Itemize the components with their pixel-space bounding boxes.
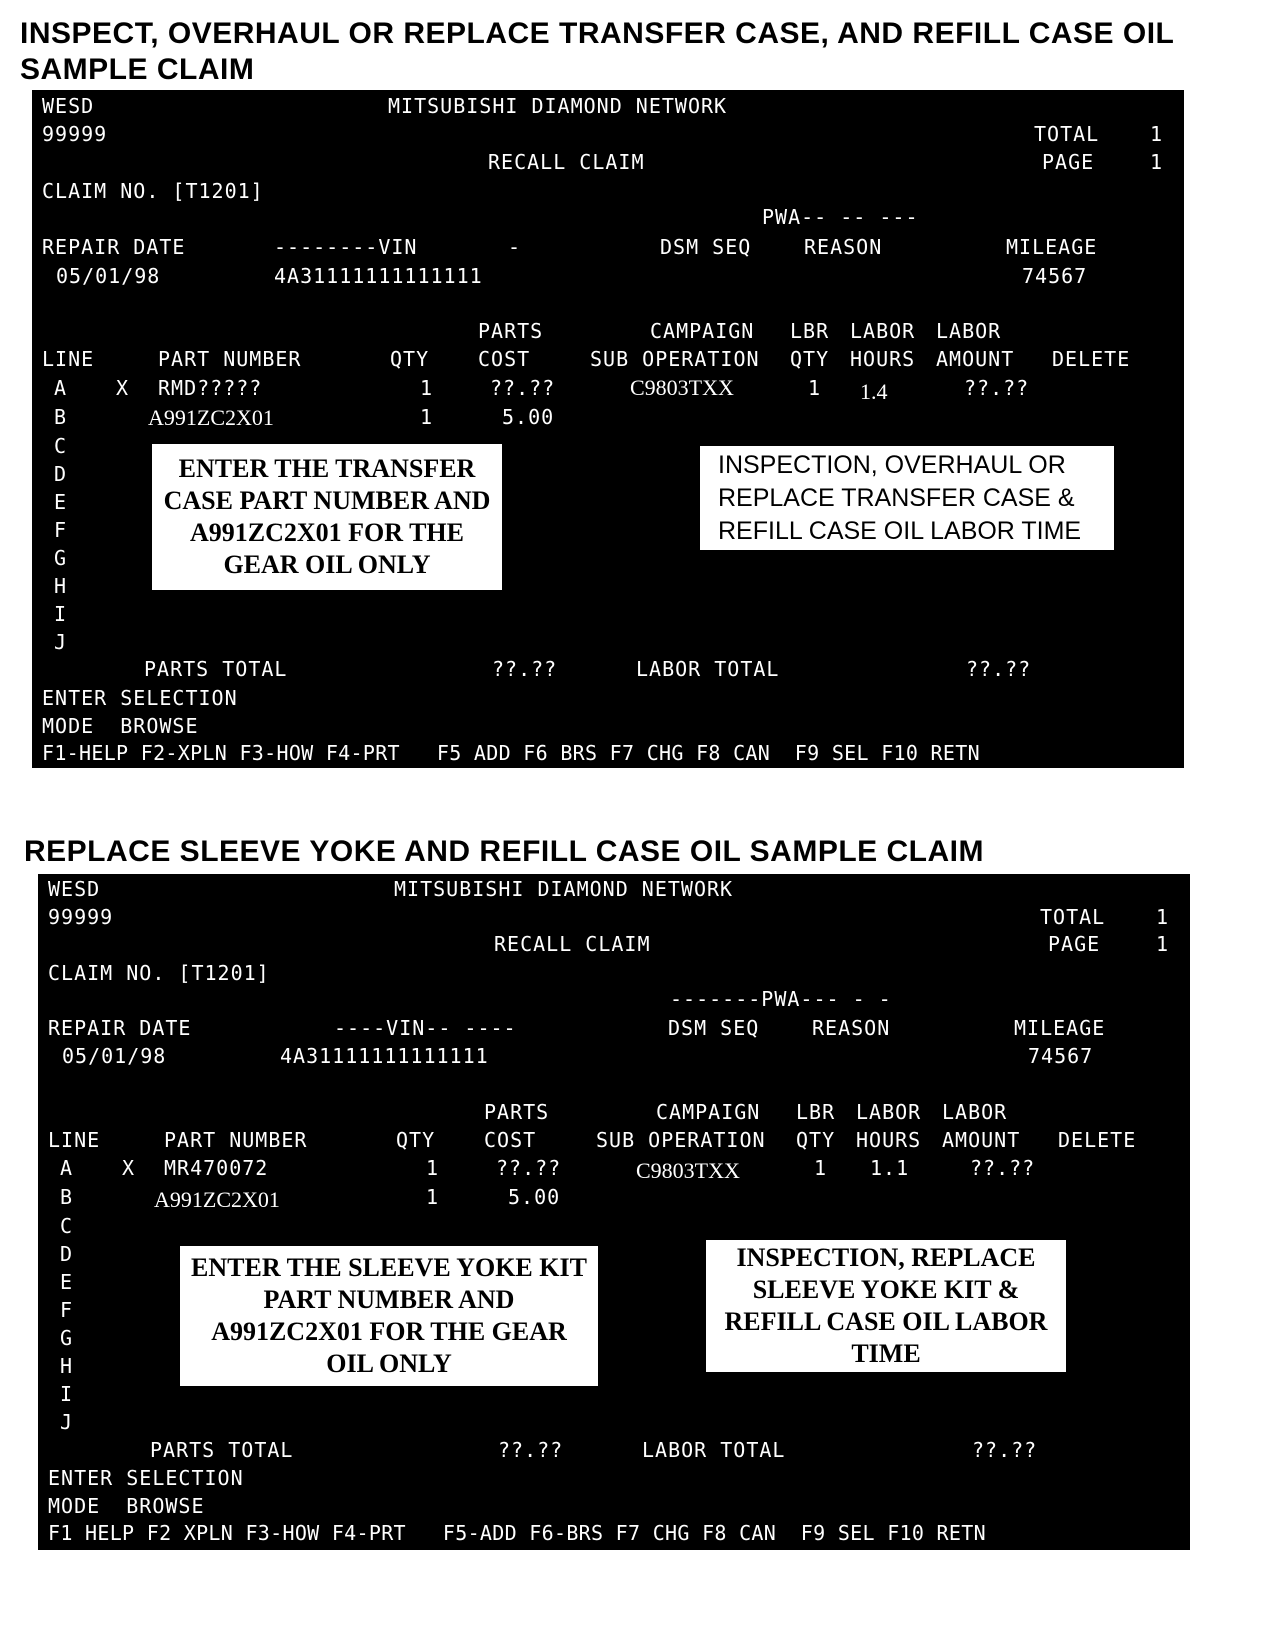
callout-line: INSPECTION, REPLACE xyxy=(736,1243,1036,1272)
row-line-g: G xyxy=(54,546,68,570)
app-title: MITSUBISHI DIAMOND NETWORK xyxy=(388,94,728,118)
labor-total-value: ??.?? xyxy=(972,1438,1038,1462)
row-a-labor-qty[interactable]: 1 xyxy=(808,376,822,400)
screen-name: RECALL CLAIM xyxy=(494,932,651,956)
header-reason: REASON xyxy=(804,235,883,259)
total-value: 1 xyxy=(1150,122,1164,146)
row-a-line: A xyxy=(60,1156,74,1180)
page-value: 1 xyxy=(1156,932,1170,956)
col-parts: PARTS xyxy=(478,319,544,343)
page-value: 1 xyxy=(1150,150,1164,174)
header-dsm-seq: DSM SEQ xyxy=(668,1016,760,1040)
col-lbr: LBR xyxy=(790,319,830,343)
callout-line: REFILL CASE OIL LABOR TIME xyxy=(718,516,1082,545)
system-id: WESD xyxy=(48,877,101,901)
function-key-bar[interactable]: F1-HELP F2-XPLN F3-HOW F4-PRT F5 ADD F6 BRS F7 CHG F8 CAN F9 SEL F10 RETN xyxy=(42,741,980,765)
mode-indicator: MODE BROWSE xyxy=(48,1494,205,1518)
col-campaign: CAMPAIGN xyxy=(650,319,755,343)
col-qty: QTY xyxy=(396,1128,436,1152)
col-lbr: LBR xyxy=(796,1100,836,1124)
row-a-sub-operation[interactable]: C9803TXX xyxy=(630,375,734,400)
header-repair-date: REPAIR DATE xyxy=(42,235,186,259)
page-label: PAGE xyxy=(1042,150,1095,174)
callout-line: REFILL CASE OIL LABOR xyxy=(724,1307,1048,1336)
callout-part-number-note xyxy=(180,1246,598,1386)
header-vin-dash: - xyxy=(508,235,522,259)
row-a-cost: ??.?? xyxy=(496,1156,562,1180)
row-b-part-number[interactable]: A991ZC2X01 xyxy=(154,1187,280,1212)
col-hours: HOURS xyxy=(856,1128,922,1152)
repair-date: 05/01/98 xyxy=(56,264,161,288)
row-line-c: C xyxy=(60,1214,74,1238)
terminal-screen-2 xyxy=(38,874,1190,1550)
col-part-number: PART NUMBER xyxy=(158,347,302,371)
col-line: LINE xyxy=(42,347,95,371)
parts-total-label: PARTS TOTAL xyxy=(150,1438,294,1462)
row-line-i: I xyxy=(54,602,68,626)
enter-selection-prompt[interactable]: ENTER SELECTION xyxy=(42,686,238,710)
col-labor-hours: LABOR xyxy=(850,319,916,343)
mileage-value: 74567 xyxy=(1028,1044,1094,1068)
header-vin: ----VIN-- ---- xyxy=(334,1016,517,1040)
col-amount: AMOUNT xyxy=(936,347,1015,371)
section1-title-line2: SAMPLE CLAIM xyxy=(20,53,255,86)
col-labor-hours: LABOR xyxy=(856,1100,922,1124)
row-line-i: I xyxy=(60,1382,74,1406)
col-qty: QTY xyxy=(390,347,430,371)
col-sub-operation: SUB OPERATION xyxy=(590,347,760,371)
row-line-h: H xyxy=(60,1354,74,1378)
section2-title: REPLACE SLEEVE YOKE AND REFILL CASE OIL SAMPLE CLAIM xyxy=(24,835,984,868)
callout-line: A991ZC2X01 FOR THE GEAR xyxy=(211,1317,567,1346)
vin-value: 4A31111111111111 xyxy=(274,264,483,288)
callout-labor-time-note xyxy=(700,446,1114,550)
header-vin: --------VIN xyxy=(274,235,418,259)
col-labor-amount: LABOR xyxy=(936,319,1002,343)
total-label: TOTAL xyxy=(1040,905,1106,929)
row-b-part-number[interactable]: A991ZC2X01 xyxy=(148,405,274,430)
row-a-part-number[interactable]: MR470072 xyxy=(164,1156,269,1180)
row-a-qty[interactable]: 1 xyxy=(426,1156,440,1180)
row-line-d: D xyxy=(54,462,68,486)
parts-total-value: ??.?? xyxy=(498,1438,564,1462)
parts-total-value: ??.?? xyxy=(492,657,558,681)
row-a-hours[interactable]: 1.1 xyxy=(870,1156,910,1180)
row-a-select-mark[interactable]: X xyxy=(122,1156,136,1180)
row-b-qty[interactable]: 1 xyxy=(420,405,434,429)
row-a-amount: ??.?? xyxy=(964,376,1030,400)
row-line-g: G xyxy=(60,1326,74,1350)
callout-part-number-note xyxy=(152,444,502,590)
header-dsm-seq: DSM SEQ xyxy=(660,235,752,259)
app-title: MITSUBISHI DIAMOND NETWORK xyxy=(394,877,734,901)
col-lbr-qty: QTY xyxy=(796,1128,836,1152)
enter-selection-prompt[interactable]: ENTER SELECTION xyxy=(48,1466,244,1490)
callout-line: CASE PART NUMBER AND xyxy=(163,486,491,515)
row-b-line: B xyxy=(60,1185,74,1209)
pwa-label: PWA-- -- --- xyxy=(762,205,919,229)
callout-line: PART NUMBER AND xyxy=(263,1285,515,1314)
mileage-value: 74567 xyxy=(1022,264,1088,288)
row-a-amount: ??.?? xyxy=(970,1156,1036,1180)
callout-line: TIME xyxy=(851,1339,921,1368)
row-a-labor-qty[interactable]: 1 xyxy=(814,1156,828,1180)
row-line-j: J xyxy=(60,1410,74,1434)
col-delete: DELETE xyxy=(1058,1128,1137,1152)
row-b-cost: 5.00 xyxy=(502,405,555,429)
repair-date: 05/01/98 xyxy=(62,1044,167,1068)
pwa-label: -------PWA--- - - xyxy=(670,987,892,1011)
col-amount: AMOUNT xyxy=(942,1128,1021,1152)
claim-number: CLAIM NO. [T1201] xyxy=(42,179,264,203)
callout-labor-time-note xyxy=(706,1240,1066,1372)
callout-line: A991ZC2X01 FOR THE xyxy=(189,518,464,547)
col-labor-amount: LABOR xyxy=(942,1100,1008,1124)
callout-line: INSPECTION, OVERHAUL OR xyxy=(718,450,1066,479)
row-a-part-number[interactable]: RMD????? xyxy=(158,376,263,400)
callout-line: GEAR OIL ONLY xyxy=(223,550,431,579)
callout-line: SLEEVE YOKE KIT & xyxy=(752,1275,1020,1304)
total-label: TOTAL xyxy=(1034,122,1100,146)
row-a-qty[interactable]: 1 xyxy=(420,376,434,400)
labor-total-label: LABOR TOTAL xyxy=(636,657,780,681)
row-line-f: F xyxy=(60,1298,74,1322)
screen-name: RECALL CLAIM xyxy=(488,150,645,174)
claim-number: CLAIM NO. [T1201] xyxy=(48,961,270,985)
row-b-qty[interactable]: 1 xyxy=(426,1185,440,1209)
section1-title-line1: INSPECT, OVERHAUL OR REPLACE TRANSFER CASE, AND REFILL CASE OIL xyxy=(20,17,1175,50)
col-lbr-qty: QTY xyxy=(790,347,830,371)
terminal-screen-1 xyxy=(32,90,1184,768)
header-mileage: MILEAGE xyxy=(1014,1016,1106,1040)
row-a-hours[interactable]: 1.4 xyxy=(860,379,888,404)
col-sub-operation: SUB OPERATION xyxy=(596,1128,766,1152)
callout-line: ENTER THE SLEEVE YOKE KIT xyxy=(191,1253,587,1282)
row-a-cost: ??.?? xyxy=(490,376,556,400)
header-repair-date: REPAIR DATE xyxy=(48,1016,192,1040)
row-line-j: J xyxy=(54,630,68,654)
callout-line: REPLACE TRANSFER CASE & xyxy=(718,483,1075,512)
row-a-line: A xyxy=(54,376,68,400)
col-parts: PARTS xyxy=(484,1100,550,1124)
header-mileage: MILEAGE xyxy=(1006,235,1098,259)
system-id: WESD xyxy=(42,94,95,118)
col-hours: HOURS xyxy=(850,347,916,371)
row-line-c: C xyxy=(54,434,68,458)
total-value: 1 xyxy=(1156,905,1170,929)
row-a-sub-operation[interactable]: C9803TXX xyxy=(636,1158,740,1183)
callout-line: ENTER THE TRANSFER xyxy=(178,454,476,483)
header-reason: REASON xyxy=(812,1016,891,1040)
mode-indicator: MODE BROWSE xyxy=(42,714,199,738)
row-line-e: E xyxy=(60,1270,74,1294)
labor-total-value: ??.?? xyxy=(966,657,1032,681)
function-key-bar[interactable]: F1 HELP F2 XPLN F3-HOW F4-PRT F5-ADD F6-BRS F7 CHG F8 CAN F9 SEL F10 RETN xyxy=(48,1521,986,1545)
row-line-f: F xyxy=(54,518,68,542)
row-b-cost: 5.00 xyxy=(508,1185,561,1209)
callout-line: OIL ONLY xyxy=(326,1349,452,1378)
col-cost: COST xyxy=(484,1128,537,1152)
dealer-code: 99999 xyxy=(48,905,114,929)
row-line-e: E xyxy=(54,490,68,514)
parts-total-label: PARTS TOTAL xyxy=(144,657,288,681)
row-b-line: B xyxy=(54,405,68,429)
col-cost: COST xyxy=(478,347,531,371)
col-delete: DELETE xyxy=(1052,347,1131,371)
col-campaign: CAMPAIGN xyxy=(656,1100,761,1124)
labor-total-label: LABOR TOTAL xyxy=(642,1438,786,1462)
dealer-code: 99999 xyxy=(42,122,108,146)
row-a-select-mark[interactable]: X xyxy=(116,376,130,400)
vin-value: 4A31111111111111 xyxy=(280,1044,489,1068)
page-label: PAGE xyxy=(1048,932,1101,956)
row-line-h: H xyxy=(54,574,68,598)
row-line-d: D xyxy=(60,1242,74,1266)
col-line: LINE xyxy=(48,1128,101,1152)
col-part-number: PART NUMBER xyxy=(164,1128,308,1152)
